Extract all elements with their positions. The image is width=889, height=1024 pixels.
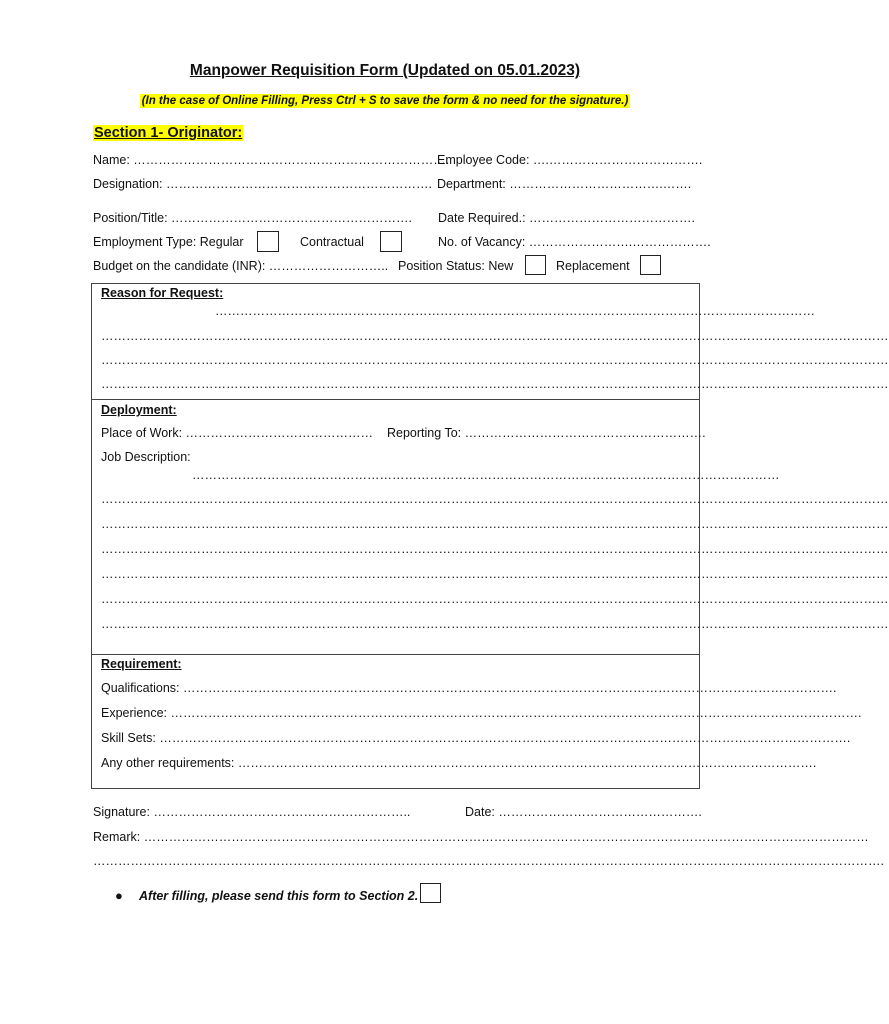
- section-1-heading: Section 1- Originator:: [94, 125, 243, 141]
- department-field[interactable]: Department: ……………………………….…….: [437, 177, 692, 191]
- new-checkbox[interactable]: [525, 255, 546, 275]
- form-title: Manpower Requisition Form (Updated on 05.01.2023): [189, 62, 581, 79]
- requirement-heading: Requirement:: [101, 657, 182, 671]
- designation-field[interactable]: Designation: ……………………………………………………….: [93, 177, 432, 191]
- replacement-label: Replacement: [556, 259, 630, 273]
- remark-line-2[interactable]: ……………………………………………………………………………………………………………………………………………………………………….: [93, 854, 884, 868]
- budget-field[interactable]: Budget on the candidate (INR): ………………………..: [93, 259, 389, 273]
- final-instruction: After filling, please send this form to Section 2.: [139, 889, 419, 903]
- bullet-icon: ●: [115, 888, 123, 903]
- send-to-section-2-checkbox[interactable]: [420, 883, 441, 903]
- replacement-checkbox[interactable]: [640, 255, 661, 275]
- position-status-label: Position Status: New: [398, 259, 514, 273]
- experience-field[interactable]: Experience: ………………………………………………………………………………………………………………………………………………….: [101, 706, 862, 720]
- jd-line-6[interactable]: ………………………………………………………………………………………………………………………………………………………………………: [101, 592, 889, 606]
- reporting-to-field[interactable]: Reporting To: ………………………………………………….: [387, 426, 706, 440]
- signature-field[interactable]: Signature: ……………………………………………………..: [93, 805, 411, 819]
- reason-line-4[interactable]: ………………………………………………………………………………………………………………………………………………………………………: [101, 377, 889, 391]
- other-requirements-field[interactable]: Any other requirements: ………………………………………………………………………………………………………………………….: [101, 756, 817, 770]
- qualifications-field[interactable]: Qualifications: ………………………………………………………………………………………………………………………………………….: [101, 681, 837, 695]
- reason-line-2[interactable]: ………………………………………………………………………………………………………………………………………………………………………: [101, 329, 889, 343]
- deployment-heading: Deployment:: [101, 403, 177, 417]
- employment-type-label: Employment Type: Regular: [93, 235, 244, 249]
- place-of-work-field[interactable]: Place of Work: ………………………………………: [101, 426, 374, 440]
- no-of-vacancy-field[interactable]: No. of Vacancy: …………………….……………….: [438, 235, 711, 249]
- jd-line-5[interactable]: ………………………………………………………………………………………………………………………………………………………………………: [101, 567, 889, 581]
- reason-heading: Reason for Request:: [101, 286, 224, 300]
- date-field[interactable]: Date: ………………………………………….: [465, 805, 702, 819]
- remark-field[interactable]: Remark: …………………………………………………………………………………………………………………………………………………………: [93, 830, 869, 844]
- reason-line-3[interactable]: ………………………………………………………………………………………………………………………………………………………………………: [101, 353, 889, 367]
- date-required-field[interactable]: Date Required.: ………………………………….: [438, 211, 695, 225]
- employee-code-field[interactable]: Employee Code: ….……………………………….: [437, 153, 703, 167]
- contractual-checkbox[interactable]: [380, 231, 402, 252]
- jd-line-2[interactable]: ………………………………………………………………………………………………………………………………………………………………………: [101, 492, 889, 506]
- instruction-note: (In the case of Online Filling, Press Ctrl + S to save the form & no need for the signature.): [141, 95, 629, 107]
- jd-line-7[interactable]: ………………………………………………………………………………………………………………………………………………………………………: [101, 617, 889, 631]
- reason-line-1[interactable]: ………………………………………………………………………………………………………………………………: [215, 304, 815, 318]
- position-title-field[interactable]: Position/Title: ………………………………………………….: [93, 211, 413, 225]
- job-description-label: Job Description:: [101, 450, 191, 464]
- instruction-note-wrap: [0, 91, 770, 109]
- skill-sets-field[interactable]: Skill Sets: ………………………………………………………………………………………………………………………………………………….: [101, 731, 851, 745]
- contractual-label: Contractual: [300, 235, 364, 249]
- jd-line-1[interactable]: ……………………………………………………………………………………………………………………………: [192, 468, 780, 482]
- regular-checkbox[interactable]: [257, 231, 279, 252]
- jd-line-3[interactable]: ………………………………………………………………………………………………………………………………………………………………………: [101, 517, 889, 531]
- jd-line-4[interactable]: ………………………………………………………………………………………………………………………………………………………………………: [101, 542, 889, 556]
- name-field[interactable]: Name: ………………………………………………………………….: [93, 153, 450, 167]
